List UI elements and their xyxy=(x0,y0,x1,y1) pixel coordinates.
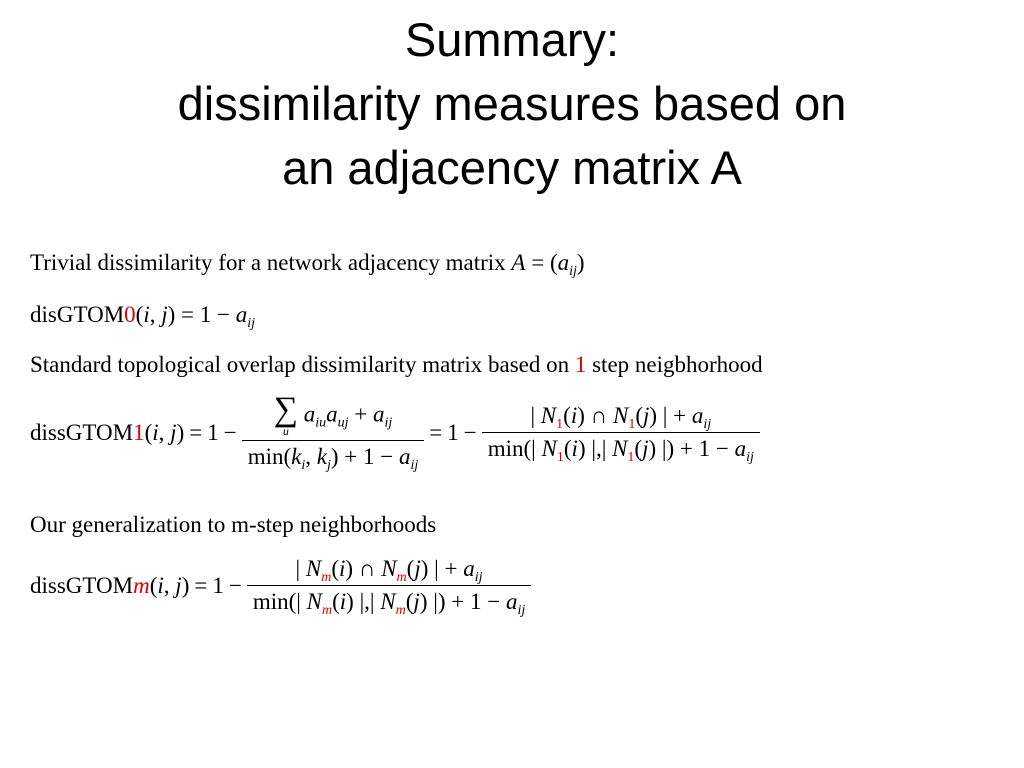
title-line-2: dissimilarity measures based on xyxy=(177,77,847,130)
title-line-1: Summary: xyxy=(404,13,620,66)
disgtom0-name: disGTOM xyxy=(30,302,125,327)
dissgtom1-index: 1 xyxy=(133,419,145,445)
dissgtomm-index: m xyxy=(133,572,150,598)
fraction-m: $\frac{| N_m(i) \cap N_m(j) | + a_{ij}}{\min(| N_m(i) |,| N_m(j) |) + 1 - a_{ij}}$ xyxy=(247,556,531,615)
disgtom0-formula: disGTOM0(i, $j) = 1 - a_{ij}$ xyxy=(30,302,255,331)
dissgtom1-name: dissGTOM xyxy=(30,419,134,445)
dissgtomm-formula: dissGTOM m (i, j) = 1 − $\frac{| N_m(i) \cap N_m(j) | + a_{ij}}{\min(| N_m(i) |,| N_m(j) |) + 1 - a_{ij}}$ xyxy=(30,556,531,615)
adjacency-formula: $A = (a_{ij})$ xyxy=(511,250,585,279)
fraction-1: ∑ u $a_{iu}a_{uj} + a_{ij}$ $\min(k_i$, $k_j) + 1 - a_{ij}$ xyxy=(242,395,425,470)
standard-text-end: step neigbhorhood xyxy=(592,352,763,377)
trivial-line xyxy=(30,250,585,279)
title-line-3: an adjacency matrix A xyxy=(282,141,742,194)
generalization-line xyxy=(30,512,436,538)
standard-line xyxy=(30,352,763,378)
generalization-text: Our generalization to m-step neighborhoods xyxy=(30,512,437,537)
dissgtomm-name: dissGTOM xyxy=(30,572,134,598)
trivial-text: Trivial dissimilarity for a network adjacency matrix xyxy=(30,250,506,275)
fraction-2: $\frac{| N_1(i) \cap N_1(j) | + a_{ij}}{\min(| N_1(i) |,| N_1(j) |) + 1 - a_{ij}}$ xyxy=(482,403,760,462)
standard-step-number: 1 xyxy=(574,352,587,377)
disgtom0-index: 0 xyxy=(124,302,136,327)
standard-text: Standard topological overlap dissimilarity matrix based on xyxy=(30,352,570,377)
slide-title xyxy=(0,8,1024,200)
dissgtom1-formula: dissGTOM 1 (i, j) = 1 − ∑ u $a_{iu}a_{uj} + a_{ij}$ $\min(k_i$, $k_j) + 1 - a_{ij}$ = 1 − $\frac{| N_1(i) \cap N_1(j) | + a_{ij}}{\min(| N_1(i) |,| N_1(j) |) + 1 - a_{ij}}$ xyxy=(30,395,760,470)
